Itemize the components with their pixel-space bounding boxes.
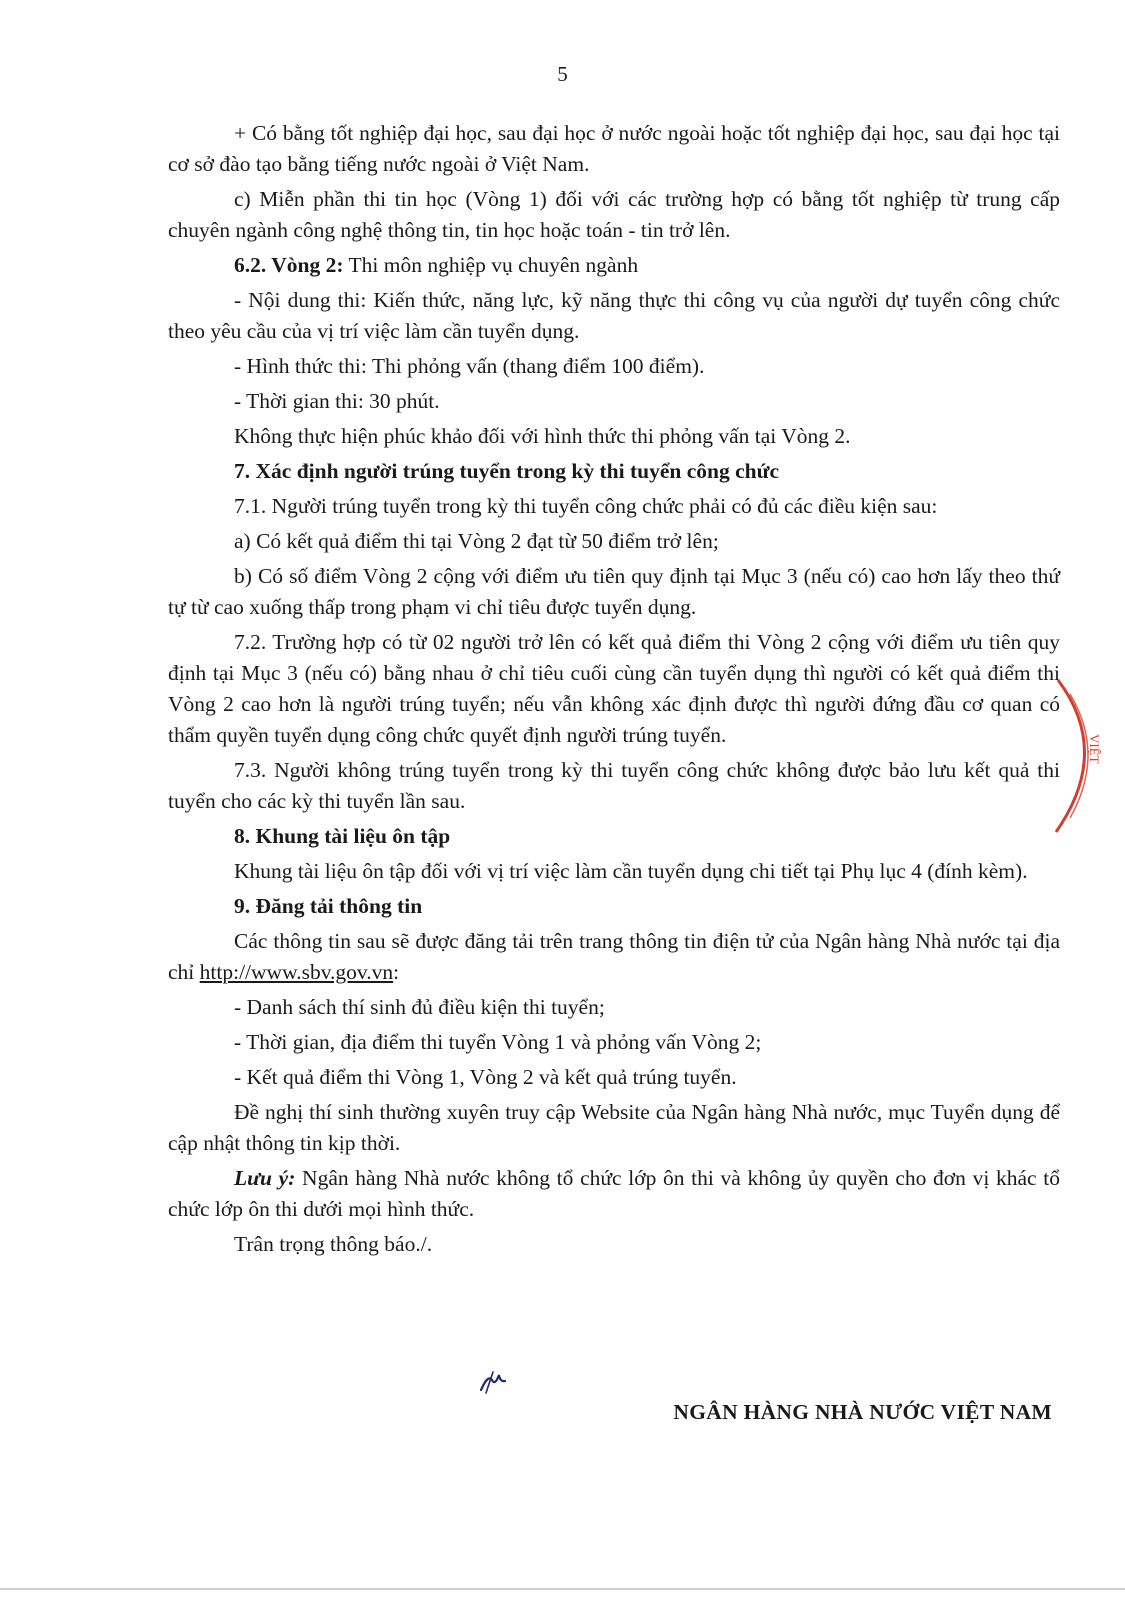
paragraph-text: :	[393, 960, 400, 984]
page-bottom-edge	[0, 1588, 1125, 1590]
section-title: Thi môn nghiệp vụ chuyên ngành	[343, 253, 639, 277]
stamp-text: VIỆT	[1087, 734, 1102, 764]
paragraph: - Thời gian, địa điểm thi tuyển Vòng 1 và phỏng vấn Vòng 2;	[234, 1030, 762, 1054]
paragraph: 7.2. Trường hợp có từ 02 người trở lên có kết quả điểm thi Vòng 2 cộng với điểm ưu tiên quy định tại Mục 3 (nếu có) bằng nhau ở chỉ tiêu cuối cùng cần tuyển dụng thì người có kết quả điểm thi Vòng 2 cao hơn là người trúng tuyển; nếu vẫn không xác định được thì người đứng đầu cơ quan có thẩm quyền tuyển dụng công chức quyết định người trúng tuyển.	[168, 630, 1060, 747]
section-heading-8	[168, 821, 1060, 852]
document-body	[168, 118, 1060, 1264]
paragraph: 7.3. Người không trúng tuyển trong kỳ thi tuyển công chức không được bảo lưu kết quả thi tuyển cho các kỳ thi tuyển lần sau.	[168, 758, 1060, 813]
paragraph	[168, 926, 1060, 988]
section-label: 6.2. Vòng 2:	[234, 253, 344, 277]
note-paragraph	[168, 1163, 1060, 1225]
paragraph-text: Các thông tin sau sẽ được đăng tải trên trang thông tin điện tử của Ngân hàng Nhà nước tại địa chỉ	[168, 929, 1060, 984]
note-text: Ngân hàng Nhà nước không tổ chức lớp ôn thi và không ủy quyền cho đơn vị khác tổ chức lớp ôn thi dưới mọi hình thức.	[168, 1166, 1060, 1221]
paragraph: - Thời gian thi: 30 phút.	[234, 389, 440, 413]
note-label: Lưu ý:	[234, 1166, 296, 1190]
paragraph: 7.1. Người trúng tuyển trong kỳ thi tuyển công chức phải có đủ các điều kiện sau:	[234, 494, 938, 518]
paragraph: Khung tài liệu ôn tập đối với vị trí việc làm cần tuyển dụng chi tiết tại Phụ lục 4 (đính kèm).	[234, 859, 1028, 883]
page-number: 5	[557, 62, 568, 86]
paragraph: Không thực hiện phúc khảo đối với hình thức thi phỏng vấn tại Vòng 2.	[234, 424, 851, 448]
section-heading-6-2	[168, 250, 1060, 281]
paragraph: + Có bằng tốt nghiệp đại học, sau đại học ở nước ngoài hoặc tốt nghiệp đại học, sau đại học tại cơ sở đào tạo bằng tiếng nước ngoài ở Việt Nam.	[168, 121, 1060, 176]
paragraph: Đề nghị thí sinh thường xuyên truy cập Website của Ngân hàng Nhà nước, mục Tuyển dụng để cập nhật thông tin kịp thời.	[168, 1100, 1060, 1155]
paragraph: - Hình thức thi: Thi phỏng vấn (thang điểm 100 điểm).	[234, 354, 705, 378]
closing-line: Trân trọng thông báo./.	[234, 1232, 433, 1256]
heading-text: 7. Xác định người trúng tuyển trong kỳ thi tuyển công chức	[234, 459, 780, 483]
paragraph: - Nội dung thi: Kiến thức, năng lực, kỹ năng thực thi công vụ của người dự tuyển công chức theo yêu cầu của vị trí việc làm cần tuyển dụng.	[168, 288, 1060, 343]
paragraph: - Kết quả điểm thi Vòng 1, Vòng 2 và kết quả trúng tuyển.	[234, 1065, 737, 1089]
section-heading-7	[168, 456, 1060, 487]
section-heading-9	[168, 891, 1060, 922]
sbv-website-link[interactable]: http://www.sbv.gov.vn	[199, 960, 394, 984]
initial-mark-icon	[478, 1366, 508, 1396]
stamp-fragment-icon	[1048, 672, 1118, 842]
heading-text: 9. Đăng tải thông tin	[234, 894, 423, 918]
paragraph: a) Có kết quả điểm thi tại Vòng 2 đạt từ 50 điểm trở lên;	[234, 529, 719, 553]
paragraph: - Danh sách thí sinh đủ điều kiện thi tuyển;	[234, 995, 605, 1019]
paragraph: c) Miễn phần thi tin học (Vòng 1) đối với các trường hợp có bằng tốt nghiệp từ trung cấp chuyên ngành công nghệ thông tin, tin học hoặc toán - tin trở lên.	[168, 187, 1060, 242]
signature-organization: NGÂN HÀNG NHÀ NƯỚC VIỆT NAM	[673, 1400, 1052, 1424]
heading-text: 8. Khung tài liệu ôn tập	[234, 824, 451, 848]
paragraph: b) Có số điểm Vòng 2 cộng với điểm ưu tiên quy định tại Mục 3 (nếu có) cao hơn lấy theo thứ tự từ cao xuống thấp trong phạm vi chỉ tiêu được tuyển dụng.	[168, 564, 1060, 619]
